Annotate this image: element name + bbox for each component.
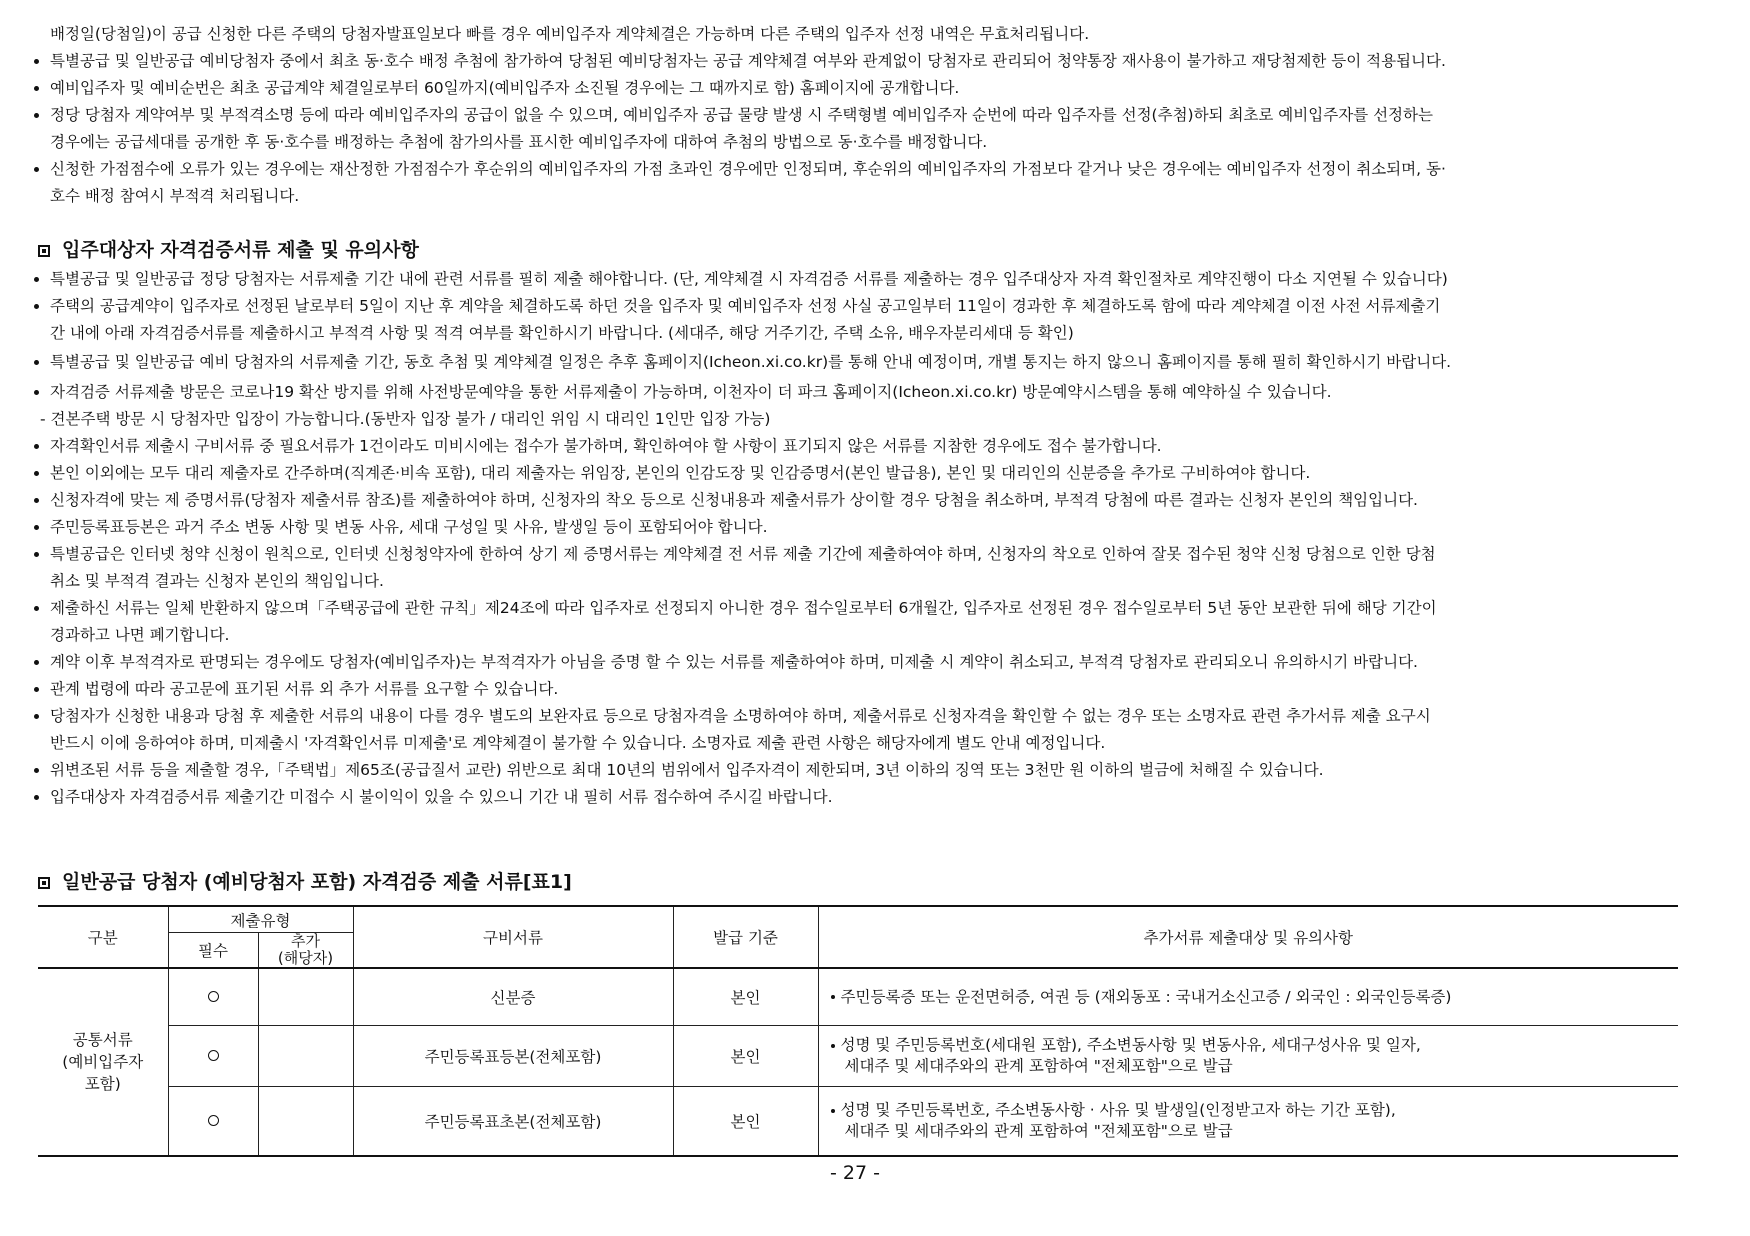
circle-mark-icon <box>208 1115 219 1126</box>
bullet-dot <box>34 498 39 503</box>
bullet-dot <box>34 360 39 365</box>
table-row <box>38 1026 1678 1087</box>
bullet-dot <box>34 768 39 773</box>
required-cell <box>168 968 258 1026</box>
header-notes: 추가서류 제출대상 및 유의사항 <box>818 906 1678 968</box>
required-cell <box>168 1026 258 1087</box>
bullet-dot <box>34 525 39 530</box>
list-item-text: 간 내에 아래 자격검증서류를 제출하시고 부적격 사항 및 적격 여부를 확인하시기 바랍니다. (세대주, 해당 거주기간, 주택 소유, 배우자분리세대 등 확인) <box>50 324 1074 342</box>
additional-cell <box>258 1087 353 1157</box>
list-item-text: 특별공급은 인터넷 청약 신청이 원칙으로, 인터넷 신청청약자에 한하여 상기 제 증명서류는 계약체결 전 서류 제출 기간에 제출하여야 하며, 신청자의 착오로 인하여 잘못 접수된 청약 신청 당첨으로 인한 당첨 <box>50 545 1436 563</box>
square-bullet-icon <box>38 245 50 257</box>
list-item-text: 정당 당첨자 계약여부 및 부적격소명 등에 따라 예비입주자의 공급이 없을 수 있으며, 예비입주자 공급 물량 발생 시 주택형별 예비입주자 순번에 따라 입주자를 선정(추첨)하되 최초로 예비입주자를 선정하는 <box>50 106 1433 124</box>
bullet-dot <box>34 606 39 611</box>
list-item-text: 계약 이후 부적격자로 판명되는 경우에도 당첨자(예비입주자)는 부적격자가 아님을 증명 할 수 있는 서류를 제출하여야 하며, 미제출 시 계약이 취소되고, 부적격 당첨자로 관리되오니 유의하시기 바랍니다. <box>50 653 1418 671</box>
bullet-dot <box>34 471 39 476</box>
header-issue-basis: 발급 기준 <box>673 906 818 968</box>
list-item-text: 당첨자가 신청한 내용과 당첨 후 제출한 서류의 내용이 다를 경우 별도의 보완자료 등으로 당첨자격을 소명하여야 하며, 제출서류로 신청자격을 확인할 수 없는 경우 또는 소명자료 관련 추가서류 제출 요구시 <box>50 707 1431 725</box>
list-item-text: 특별공급 및 일반공급 예비 당첨자의 서류제출 기간, 동호 추첨 및 계약체결 일정은 추후 홈페이지(Icheon.xi.co.kr)를 통해 안내 예정이며, 개별 통지는 하지 않으니 홈페이지를 통해 필히 확인하시기 바랍니다. <box>50 353 1452 371</box>
note-line: 세대주 및 세대주와의 관계 포함하여 "전체포함"으로 발급 <box>844 1122 1233 1140</box>
header-documents: 구비서류 <box>353 906 673 968</box>
list-item-text: 위변조된 서류 등을 제출할 경우,「주택법」제65조(공급질서 교란) 위반으로 최대 10년의 범위에서 입주자격이 제한되며, 3년 이하의 징역 또는 3천만 원 이하의 벌금에 처해질 수 있습니다. <box>50 761 1324 779</box>
circle-mark-icon <box>208 991 219 1002</box>
issue-basis-cell: 본인 <box>673 1087 818 1157</box>
header-category: 구분 <box>38 906 168 968</box>
additional-cell <box>258 1026 353 1087</box>
list-item-text: 호수 배정 참여시 부적격 처리됩니다. <box>50 187 300 205</box>
circle-mark-icon <box>208 1050 219 1061</box>
bullet-dot <box>831 995 835 999</box>
list-item-text: 입주대상자 자격검증서류 제출기간 미접수 시 불이익이 있을 수 있으니 기간 내 필히 서류 접수하여 주시길 바랍니다. <box>50 788 833 806</box>
section-title: 입주대상자 자격검증서류 제출 및 유의사항 <box>62 239 419 261</box>
note-cell <box>818 1026 1678 1087</box>
documents-table <box>38 905 1678 1157</box>
document-cell: 신분증 <box>353 968 673 1026</box>
issue-basis-cell: 본인 <box>673 1026 818 1087</box>
section-heading <box>38 868 572 896</box>
bullet-dot <box>34 113 39 118</box>
bullet-dot <box>34 390 39 395</box>
bullet-dot <box>34 687 39 692</box>
bullet-dot <box>34 795 39 800</box>
list-item-text: 자격검증 서류제출 방문은 코로나19 확산 방지를 위해 사전방문예약을 통한 서류제출이 가능하며, 이천자이 더 파크 홈페이지(Icheon.xi.co.kr) 방문예약시스템을 통해 예약하실 수 있습니다. <box>50 383 1332 401</box>
bullet-dot <box>34 660 39 665</box>
bullet-dot <box>831 1109 835 1113</box>
bullet-dot <box>34 167 39 172</box>
bullet-dot <box>34 714 39 719</box>
bullet-dot <box>34 86 39 91</box>
bullet-dot <box>34 304 39 309</box>
page-number: - 27 - <box>830 1162 880 1184</box>
note-line: 세대주 및 세대주와의 관계 포함하여 "전체포함"으로 발급 <box>844 1057 1233 1075</box>
list-item-text: 신청한 가점점수에 오류가 있는 경우에는 재산정한 가점점수가 후순위의 예비입주자의 가점 초과인 경우에만 인정되며, 후순위의 예비입주자의 가점보다 같거나 낮은 경우에는 예비입주자 선정이 취소되며, 동· <box>50 160 1446 178</box>
list-item-text: 반드시 이에 응하여야 하며, 미제출시 '자격확인서류 미제출'로 계약체결이 불가할 수 있습니다. 소명자료 제출 관련 사항은 해당자에게 별도 안내 예정입니다. <box>50 734 1106 752</box>
header-additional: 추가 (해당자) <box>258 933 353 969</box>
list-item-text: 신청자격에 맞는 제 증명서류(당첨자 제출서류 참조)를 제출하여야 하며, 신청자의 착오 등으로 신청내용과 제출서류가 상이할 경우 당첨을 취소하며, 부적격 당첨에 따른 결과는 신청자 본인의 책임입니다. <box>50 491 1418 509</box>
list-item-text: 주민등록표등본은 과거 주소 변동 사항 및 변동 사유, 세대 구성일 및 사유, 발생일 등이 포함되어야 합니다. <box>50 518 768 536</box>
bullet-dot <box>34 277 39 282</box>
list-item-text: 관계 법령에 따라 공고문에 표기된 서류 외 추가 서류를 요구할 수 있습니다. <box>50 680 559 698</box>
document-cell: 주민등록표초본(전체포함) <box>353 1087 673 1157</box>
list-item-text: 예비입주자 및 예비순번은 최초 공급계약 체결일로부터 60일까지(예비입주자 소진될 경우에는 그 때까지로 함) 홈페이지에 공개합니다. <box>50 79 960 97</box>
list-item-text: 자격확인서류 제출시 구비서류 중 필요서류가 1건이라도 미비시에는 접수가 불가하며, 확인하여야 할 사항이 표기되지 않은 서류를 지참한 경우에도 접수 불가합니다. <box>50 437 1162 455</box>
required-cell <box>168 1087 258 1157</box>
section-heading <box>38 236 419 264</box>
note-line: 성명 및 주민등록번호, 주소변동사항 · 사유 및 발생일(인정받고자 하는 기간 포함), <box>840 1101 1396 1119</box>
bullet-dot <box>34 59 39 64</box>
group-label-cell: 공통서류 (예비입주자 포함) <box>38 968 168 1156</box>
issue-basis-cell: 본인 <box>673 968 818 1026</box>
square-bullet-icon <box>38 877 50 889</box>
list-item-text: 본인 이외에는 모두 대리 제출자로 간주하며(직계존·비속 포함), 대리 제출자는 위임장, 본인의 인감도장 및 인감증명서(본인 발급용), 본인 및 대리인의 신분증을 추가로 구비하여야 합니다. <box>50 464 1311 482</box>
list-item-text: 주택의 공급계약이 입주자로 선정된 날로부터 5일이 지난 후 계약을 체결하도록 하던 것을 입주자 및 예비입주자 선정 사실 공고일부터 11일이 경과한 후 체결하도록 함에 따라 계약체결 이전 사전 서류제출기 <box>50 297 1441 315</box>
bullet-dot <box>34 552 39 557</box>
bullet-dot <box>831 1044 835 1048</box>
header-submit-type: 제출유형 <box>168 906 353 933</box>
list-item-text: 취소 및 부적격 결과는 신청자 본인의 책임입니다. <box>50 572 384 590</box>
list-item-text: 특별공급 및 일반공급 예비당첨자 중에서 최초 동·호수 배정 추첨에 참가하여 당첨된 예비당첨자는 공급 계약체결 여부와 관계없이 당첨자로 관리되어 청약통장 재사용이 불가하고 재당첨제한 등이 적용됩니다. <box>50 52 1446 70</box>
additional-cell <box>258 968 353 1026</box>
dash-note: - 견본주택 방문 시 당첨자만 입장이 가능합니다.(동반자 입장 불가 / 대리인 위임 시 대리인 1인만 입장 가능) <box>40 410 771 428</box>
list-item-text: 특별공급 및 일반공급 정당 당첨자는 서류제출 기간 내에 관련 서류를 필히 제출 해야합니다. (단, 계약체결 시 자격검증 서류를 제출하는 경우 입주대상자 자격 확인절차로 계약진행이 다소 지연될 수 있습니다) <box>50 270 1448 288</box>
section-title: 일반공급 당첨자 (예비당첨자 포함) 자격검증 제출 서류[표1] <box>62 871 572 893</box>
document-cell: 주민등록표등본(전체포함) <box>353 1026 673 1087</box>
header-required: 필수 <box>168 933 258 969</box>
continuation-paragraph: 배정일(당첨일)이 공급 신청한 다른 주택의 당첨자발표일보다 빠를 경우 예비입주자 계약체결은 가능하며 다른 주택의 입주자 선정 내역은 무효처리됩니다. <box>50 25 1090 43</box>
list-item-text: 제출하신 서류는 일체 반환하지 않으며「주택공급에 관한 규칙」제24조에 따라 입주자로 선정되지 아니한 경우 접수일로부터 6개월간, 입주자로 선정된 경우 접수일로부터 5년 동안 보관한 뒤에 해당 기간이 <box>50 599 1437 617</box>
note-line: 주민등록증 또는 운전면허증, 여권 등 (재외동포 : 국내거소신고증 / 외국인 : 외국인등록증) <box>840 987 1452 1006</box>
note-line: 성명 및 주민등록번호(세대원 포함), 주소변동사항 및 변동사유, 세대구성사유 및 일자, <box>840 1036 1421 1054</box>
note-cell <box>818 968 1678 1026</box>
list-item-text: 경과하고 나면 폐기합니다. <box>50 626 230 644</box>
list-item-text: 경우에는 공급세대를 공개한 후 동·호수를 배정하는 추첨에 참가의사를 표시한 예비입주자에 대하여 추첨의 방법으로 동·호수를 배정합니다. <box>50 133 988 151</box>
table-header-row <box>38 906 1678 933</box>
table-row <box>38 1087 1678 1157</box>
note-cell <box>818 1087 1678 1157</box>
table-row <box>38 968 1678 1026</box>
bullet-dot <box>34 444 39 449</box>
